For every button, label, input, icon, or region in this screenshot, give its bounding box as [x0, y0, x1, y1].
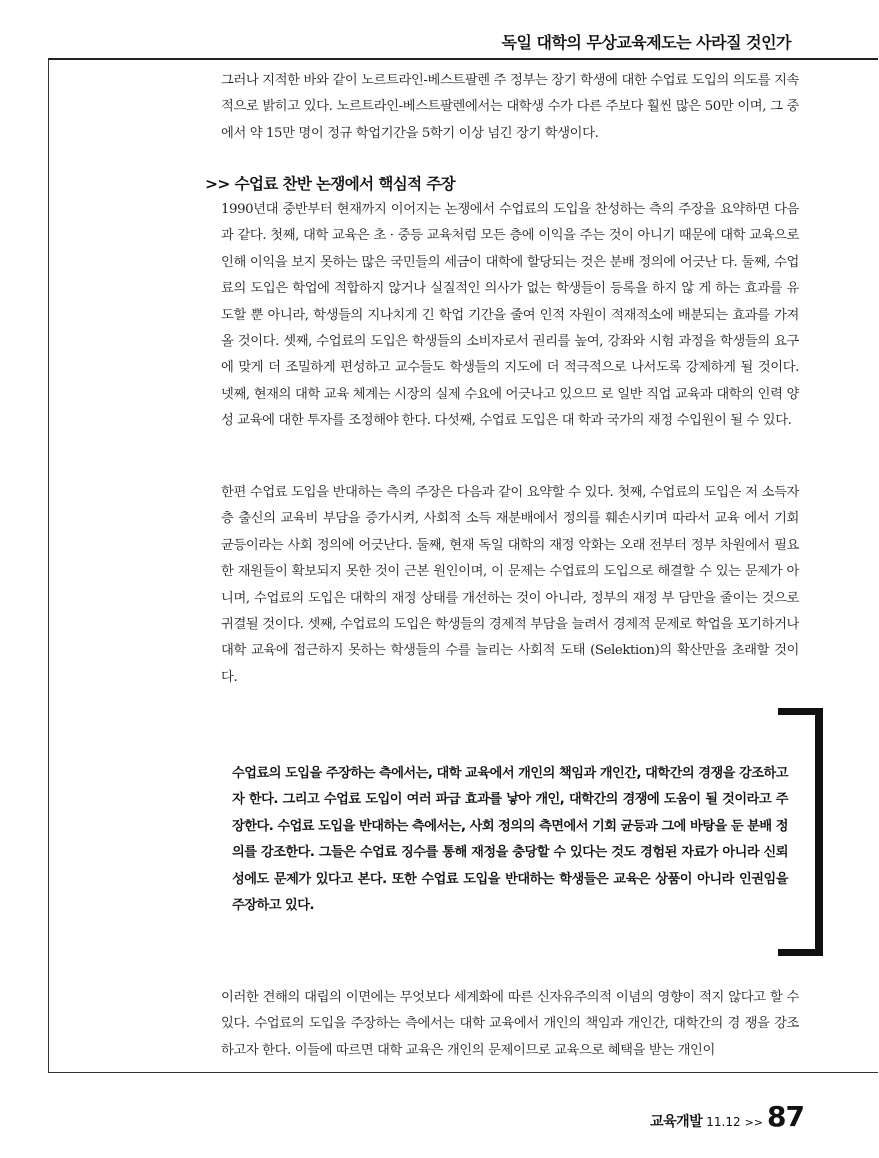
paragraph-pro-arguments: 1990년대 중반부터 현재까지 이어지는 논쟁에서 수업료의 도입을 찬성하는 측의 주장을 요약하면 다음과 같다. 첫째, 대학 교육은 초 · 중등 교육처럼 모든 층에 이익을 주는 것이 아니기 때문에 대학 교육으로 인해 이익을 보지 못하는 많은 국민들의 세금이 대학에 할당되는 것은 분배 정의에 어긋난 다. 둘째, 수업료의 도입은 학업에 적합하지 않거나 실질적인 의사가 없는 학생들이 등록을 하지 않 게 하는 효과를 유도할 뿐 아니라, 학생들의 지나치게 긴 학업 기간을 줄여 인적 자원이 적재적소에 배분되는 효과를 가져올 것이다. 셋째, 수업료의 도입은 학생들의 소비자로서 권리를 높여, 강좌와 시험 과정을 학생들의 요구에 맞게 더 조밀하게 편성하고 교수들도 학생들의 지도에 더 적극적으로 나서도록 강제하게 될 것이다. 넷째, 현재의 대학 교육 체계는 시장의 실제 수요에 어긋나고 있으므 로 일반 직업 교육과 대학의 인력 양성 교육에 대한 투자를 조정해야 한다. 다섯째, 수업료 도입은 대 학과 국가의 재정 수입원이 될 수 있다.: [221, 202, 799, 429]
pull-quote: 수업료의 도입을 주장하는 측에서는, 대학 교육에서 개인의 책임과 개인간, 대학간의 경쟁을 강조하고자 한다. 그리고 수업료 도입이 여러 파급 효과를 낳아 개인, 대학간의 경쟁에 도움이 될 것이라고 주장한다. 수업료 도입을 반대하는 측에서는, 사회 정의의 측면에서 기회 균등과 그에 바탕을 둔 분배 정의를 강조한다. 그들은 수업료 징수를 통해 재정을 충당할 수 있다는 것도 경험된 자료가 아니라 신뢰성에도 문제가 있다고 본다. 또한 수업료 도입을 반대하는 학생들은 교육은 상품이 아니라 인권임을 주장하고 있다.: [232, 766, 788, 914]
bracket-bottom-edge: [778, 949, 823, 956]
paragraph-intro: 그러나 지적한 바와 같이 노르트라인-베스트팔렌 주 정부는 장기 학생에 대한 수업료 도입의 의도를 지속적으로 밝히고 있다. 노르트라인-베스트팔렌에서는 대학생 수가 다른 주보다 훨씬 많은 50만 이며, 그 중에서 약 15만 명이 정규 학업기간을 5학기 이상 넘긴 장기 학생이다.: [221, 73, 799, 141]
page-footer: [650, 1100, 804, 1133]
section-heading: >> 수업료 찬반 논쟁에서 핵심적 주장: [205, 175, 455, 193]
page-number: 87: [767, 1100, 804, 1133]
paragraph-conclusion: 이러한 견해의 대립의 이면에는 무엇보다 세계화에 따른 신자유주의적 이념의 영향이 적지 않다고 할 수 있다. 수업료의 도입을 주장하는 측에서는 대학 교육에서 개인의 책임과 개인간, 대학간의 경 쟁을 강조하고자 한다. 이들에 따르면 대학 교육은 개인의 문제이므로 교육으로 혜택을 받는 개인이: [221, 990, 799, 1058]
arrows-glyph: >>: [744, 1116, 764, 1129]
bracket-vertical-bar: [815, 708, 823, 956]
running-title: 독일 대학의 무상교육제도는 사라질 것인가: [501, 33, 791, 52]
issue-number: 11.12: [706, 1115, 741, 1129]
paragraph-con-arguments: 한편 수업료 도입을 반대하는 측의 주장은 다음과 같이 요약할 수 있다. 첫째, 수업료의 도입은 저 소득자층 출신의 교육비 부담을 증가시켜, 사회적 소득 재분배에서 정의를 훼손시키며 따라서 교육 에서 기회 균등이라는 사회 정의에 어긋난다. 둘째, 현재 독일 대학의 재정 악화는 오래 전부터 정부 차원에서 필요한 재원들이 확보되지 못한 것이 근본 원인이며, 이 문제는 수업료의 도입으로 해결할 수 있는 문제가 아니며, 수업료의 도입은 대학의 재정 상태를 개선하는 것이 아니라, 정부의 재정 부 담만을 줄이는 것으로 귀결될 것이다. 셋째, 수업료의 도입은 학생들의 경제적 부담을 늘려서 경제적 문제로 학업을 포기하거나 대학 교육에 접근하지 못하는 학생들의 수를 늘리는 사회적 도태 (Selektion)의 확산만을 초래할 것이다.: [221, 485, 799, 685]
magazine-name: 교육개발: [650, 1114, 703, 1130]
